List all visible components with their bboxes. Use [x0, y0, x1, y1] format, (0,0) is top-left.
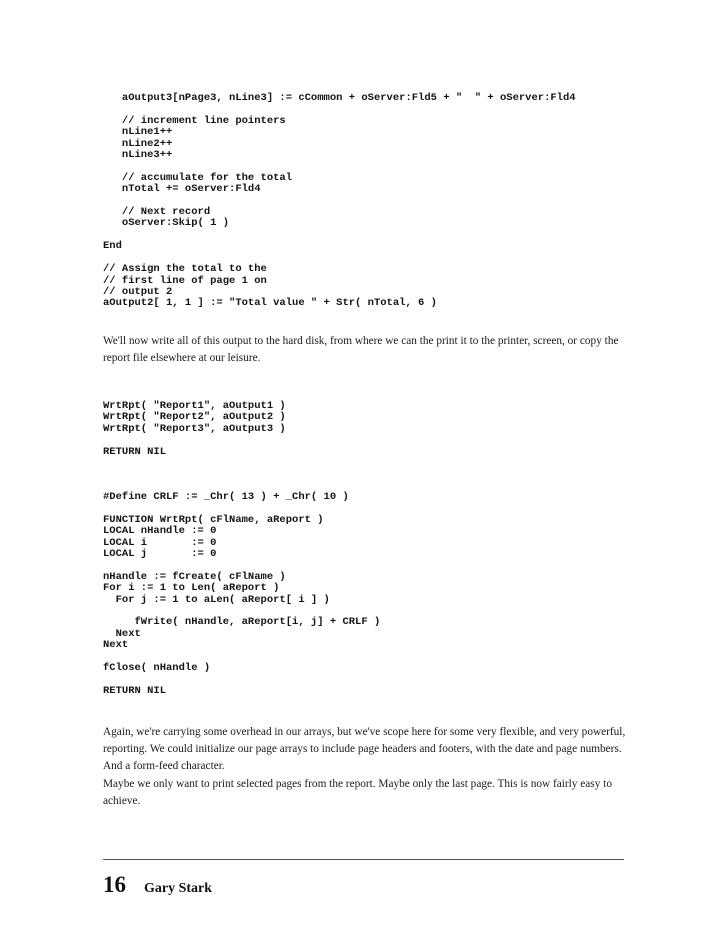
- code-block-wrtrpt-function: #Define CRLF := _Chr( 13 ) + _Chr( 10 ) FUNCTION WrtRpt( cFlName, aReport ) LOCAL nHandle := 0 LOCAL i := 0 LOCAL j := 0 nHandle := fCreate( cFlName ) For i := 1 to Len( aReport ) For j := 1 to aLen( aReport[ i ] ) fWrite( nHandle, aReport[i, j] + CRLF ) Next Next fClose( nHandle ) RETURN NIL: [103, 491, 381, 697]
- page-number: 16: [103, 872, 126, 897]
- footer-divider: [103, 859, 624, 860]
- code-block-write-calls: WrtRpt( "Report1", aOutput1 ) WrtRpt( "Report2", aOutput2 ) WrtRpt( "Report3", aOutput3 ) RETURN NIL: [103, 400, 286, 458]
- paragraph-write-output: We'll now write all of this output to the hard disk, from where we can the print it to the printer, screen, or copy the report file elsewhere at our leisure.: [103, 335, 619, 364]
- code-block-loop-tail: aOutput3[nPage3, nLine3] := cCommon + oServer:Fld5 + " " + oServer:Fld4 // increment line pointers nLine1++ nLine2++ nLine3++ // accumulate for the total nTotal += oServer:Fld4 // Next record oServer:Skip( 1 ) End // Assign the total to the // first line of page 1 on // output 2 aOutput2[ 1, 1 ] := "Total value " + Str( nTotal, 6 ): [103, 92, 576, 310]
- paragraph-overhead: Again, we're carrying some overhead in our arrays, but we've scope here for some very flexible, and very powerful, reporting. We could initialize our page arrays to include page headers and footers, with the date and page numbers. And a form-feed character.: [103, 726, 626, 772]
- paragraph-selected-pages: Maybe we only want to print selected pages from the report. Maybe only the last page. This is now fairly easy to achieve.: [103, 778, 612, 807]
- page-footer: [103, 872, 212, 898]
- author-name: Gary Stark: [144, 881, 213, 896]
